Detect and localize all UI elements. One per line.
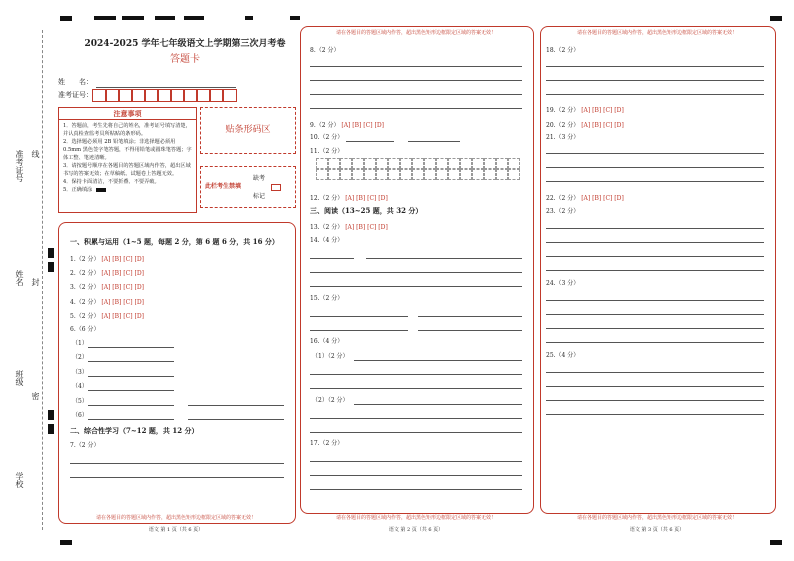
q13-options[interactable]: [A] [B] [C] [D] [345,224,388,231]
question-17-label: 17.（2 分） [310,440,344,447]
q16-answer-line[interactable] [310,388,522,389]
q6-answer-line[interactable] [88,405,174,406]
binding-dashed-line [42,30,43,530]
warning-text: 请在各题目的答题区域内作答，超出黑色矩形边框限定区域的答案无效！ [335,515,496,521]
q16-answer-line[interactable] [310,374,522,375]
binding-mark-secret: 密 [31,392,40,400]
page-footer: 语文 第 3 页（共 6 页） [629,527,685,533]
question-7-label: 7.（2 分） [70,442,100,449]
q3-options[interactable]: [A] [B] [C] [D] [101,284,144,291]
q19-options[interactable]: [A] [B] [C] [D] [581,107,624,114]
q6-answer-line[interactable] [188,419,284,420]
q24-answer-line[interactable] [546,328,764,329]
question-16-label: 16.（4 分） [310,338,344,345]
q14-answer-line[interactable] [310,272,522,273]
page-title: 2024-2025 学年七年级语文上学期第三次月考卷 [84,39,286,49]
q14-answer-line[interactable] [310,258,354,259]
alignment-mark [48,262,54,272]
warning-text: 请在各题目的答题区域内作答，超出黑色矩形边框限定区域的答案无效！ [335,30,496,36]
question-20-label: 20.（2 分） [546,122,580,129]
q6-part-label: （5） [72,398,88,405]
question-13 [310,222,391,231]
question-20 [546,120,627,129]
q1-options[interactable]: [A] [B] [C] [D] [101,256,144,263]
question-5-label: 5.（2 分） [70,313,100,320]
q4-options[interactable]: [A] [B] [C] [D] [101,299,144,306]
q25-answer-line[interactable] [546,400,764,401]
binding-mark-seal: 封 [31,278,40,286]
q15-answer-line[interactable] [418,330,522,331]
page-subtitle: 答题卡 [170,54,200,65]
q6-answer-line[interactable] [88,376,174,377]
notice-item [63,186,192,194]
alignment-mark [155,16,175,20]
alignment-mark [184,16,204,20]
alignment-mark [94,16,116,20]
q5-options[interactable]: [A] [B] [C] [D] [101,313,144,320]
warning-text: 请在各题目的答题区域内作答，超出黑色矩形边框限定区域的答案无效！ [576,30,737,36]
question-4 [70,297,147,306]
q15-answer-line[interactable] [310,316,408,317]
q17-answer-line[interactable] [310,461,522,462]
q8-answer-line[interactable] [310,66,522,67]
question-18-label: 18.（2 分） [546,47,580,54]
question-22-label: 22.（2 分） [546,195,580,202]
notice-item: 3．请按题号顺序在各题目的答题区域内作答，超出区域书写的答案无效；在草稿纸、试题卷上答题无效。 [63,163,191,177]
binding-label-school: 学校 [15,472,24,488]
alignment-mark [60,540,72,545]
q15-answer-line[interactable] [310,330,408,331]
binding-label-class: 班级 [15,370,24,386]
q17-answer-line[interactable] [310,489,522,490]
filled-sample-icon [96,188,106,192]
question-10-label: 10.（2 分） [310,134,344,141]
q6-part-label: （6） [72,412,88,419]
q21-answer-line[interactable] [546,181,764,182]
binding-label-id: 准考证号 [15,150,24,182]
absent-checkbox[interactable] [271,184,281,191]
question-25-label: 25.（4 分） [546,352,580,359]
question-1-label: 1.（2 分） [70,256,100,263]
q25-answer-line[interactable] [546,414,764,415]
question-12 [310,193,391,202]
q16-answer-line[interactable] [354,404,522,405]
q18-answer-line[interactable] [546,80,764,81]
q24-answer-line[interactable] [546,314,764,315]
absent-text-2: 标记 [253,193,266,200]
alignment-mark [48,424,54,434]
exam-id-boxes[interactable] [92,89,238,101]
page-footer: 语文 第 2 页（共 6 页） [388,527,444,533]
question-4-label: 4.（2 分） [70,299,100,306]
q8-answer-line[interactable] [310,94,522,95]
q8-answer-line[interactable] [310,80,522,81]
binding-label-name: 姓名 [15,270,24,286]
alignment-mark [48,410,54,420]
q25-answer-line[interactable] [546,372,764,373]
question-3 [70,282,147,291]
q20-options[interactable]: [A] [B] [C] [D] [581,122,624,129]
question-12-label: 12.（2 分） [310,195,344,202]
alignment-mark [48,248,54,258]
q7-answer-line[interactable] [70,477,284,478]
barcode-area [200,107,296,154]
q6-answer-line[interactable] [88,390,174,391]
q6-part-label: （3） [72,369,88,376]
q16-answer-line[interactable] [310,418,522,419]
alignment-mark [290,16,300,20]
alignment-mark [122,16,144,20]
q17-answer-line[interactable] [310,475,522,476]
warning-text: 请在各题目的答题区域内作答，超出黑色矩形边框限定区域的答案无效！ [576,515,737,521]
question-5 [70,311,147,320]
warning-text: 请在各题目的答题区域内作答，超出黑色矩形边框限定区域的答案无效！ [95,515,256,521]
absent-label: 此栏考生禁填 [205,183,242,190]
question-21-label: 21.（3 分） [546,134,580,141]
q24-answer-line[interactable] [546,342,764,343]
q24-answer-line[interactable] [546,300,764,301]
question-9-label: 9.（2 分） [310,122,340,129]
page-footer: 语文 第 1 页（共 6 页） [148,527,204,533]
q6-part-label: （1） [72,340,88,347]
q6-part-label: （2） [72,354,88,361]
q6-answer-line[interactable] [88,419,174,420]
notice-item: 2．选择题必须用 2B 铅笔填涂；非选择题必须用 0.5mm 黑色签字笔答题，不得用铅笔或圆珠笔答题；字体工整、笔迹清晰。 [63,139,192,161]
question-23-label: 23.（2 分） [546,208,580,215]
q15-answer-line[interactable] [418,316,522,317]
q23-answer-line[interactable] [546,242,764,243]
notice-title: 注意事项 [59,108,196,120]
q22-options[interactable]: [A] [B] [C] [D] [581,195,624,202]
question-22 [546,193,627,202]
name-label: 姓 名： [58,78,93,86]
question-16-1-label: （1）（2 分） [312,353,349,360]
q16-answer-line[interactable] [354,360,522,361]
q6-answer-line[interactable] [188,405,284,406]
question-8-label: 8.（2 分） [310,47,340,54]
q23-answer-line[interactable] [546,228,764,229]
exam-id-label: 准考证号： [58,91,93,99]
q25-answer-line[interactable] [546,386,764,387]
q18-answer-line[interactable] [546,94,764,95]
question-15-label: 15.（2 分） [310,295,344,302]
alignment-mark [245,16,253,20]
absent-area [200,166,296,208]
q14-answer-line[interactable] [310,286,522,287]
section2-title: 二、综合性学习（7~12 题，共 12 分） [70,426,199,435]
q10-answer-line[interactable] [408,141,460,142]
question-9 [310,120,387,129]
q21-answer-line[interactable] [546,153,764,154]
absent-text-1: 缺考 [253,175,266,182]
q6-answer-line[interactable] [88,347,174,348]
q7-answer-line[interactable] [70,463,284,464]
notice-item: 4．保持卡面清洁，不要折叠、不要弄破。 [63,179,160,185]
question-2-label: 2.（2 分） [70,270,100,277]
notice-list [59,120,196,196]
q12-options[interactable]: [A] [B] [C] [D] [345,195,388,202]
q2-options[interactable]: [A] [B] [C] [D] [101,270,144,277]
barcode-label: 贴条形码区 [225,125,271,135]
q6-answer-line[interactable] [88,361,174,362]
name-input[interactable] [96,87,236,88]
question-11-label: 11.（2 分） [310,148,344,155]
question-6-label: 6.（6 分） [70,326,100,333]
alignment-mark [60,16,72,21]
section1-title: 一、积累与运用（1~5 题，每题 2 分，第 6 题 6 分，共 16 分） [70,237,279,246]
notice-item: 1．答题前，考生先将自己的姓名，准考证号填写清楚，并认真检查监考员所粘贴的条形码。 [63,123,191,137]
question-19 [546,105,627,114]
q9-options[interactable]: [A] [B] [C] [D] [341,122,384,129]
question-14-label: 14.（4 分） [310,237,344,244]
q18-answer-line[interactable] [546,66,764,67]
q11-writing-grid[interactable] [316,158,520,180]
q14-answer-line[interactable] [366,258,522,259]
q23-answer-line[interactable] [546,270,764,271]
question-1 [70,254,147,263]
question-16-2-label: （2）（2 分） [312,397,349,404]
alignment-mark [770,16,782,21]
q21-answer-line[interactable] [546,167,764,168]
binding-mark-line: 线 [31,150,40,158]
question-2 [70,268,147,277]
alignment-mark [770,540,782,545]
q6-part-label: （4） [72,383,88,390]
question-19-label: 19.（2 分） [546,107,580,114]
q23-answer-line[interactable] [546,256,764,257]
question-13-label: 13.（2 分） [310,224,344,231]
section3-title: 三、阅读（13~25 题，共 32 分） [310,206,423,215]
q10-answer-line[interactable] [346,141,394,142]
question-24-label: 24.（3 分） [546,280,580,287]
notice-box [58,107,197,213]
q16-answer-line[interactable] [310,432,522,433]
notice-item-text: 5．正确填涂 [63,187,93,193]
question-3-label: 3.（2 分） [70,284,100,291]
q8-answer-line[interactable] [310,108,522,109]
